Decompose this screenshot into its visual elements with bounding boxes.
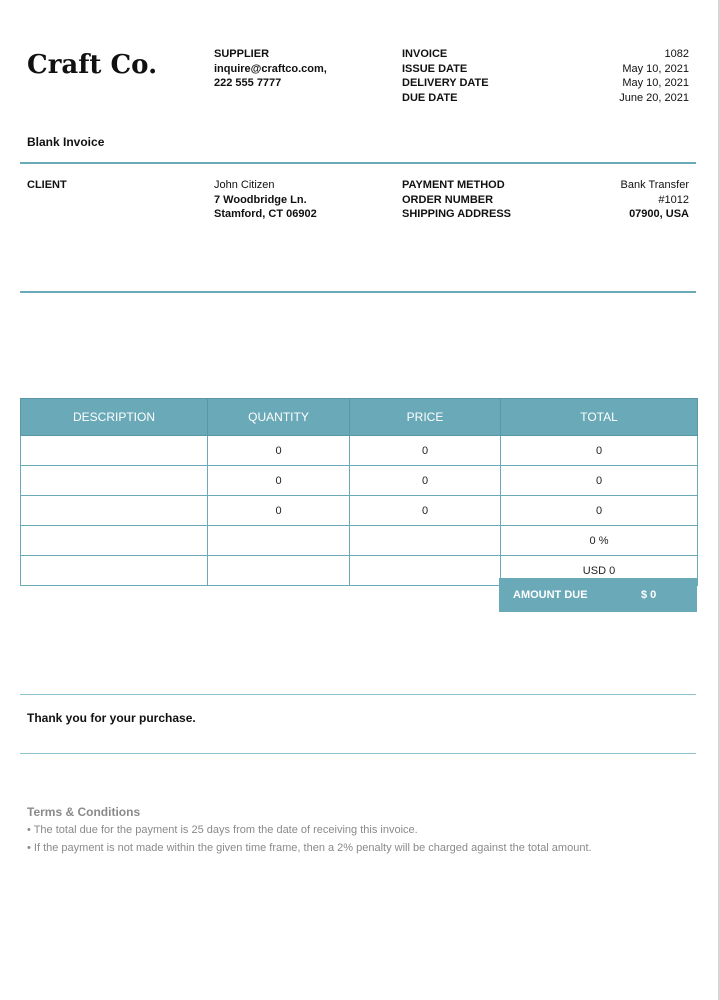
client-name: John Citizen [214, 179, 275, 191]
subtotal-cell: USD 0 [501, 556, 698, 586]
column-header-quantity: QUANTITY [208, 399, 350, 436]
divider-thanks-top [20, 694, 696, 695]
quantity-cell: 0 [208, 466, 350, 496]
terms-item: • If the payment is not made within the given time frame, then a 2% penalty will be charged against the total amount. [27, 842, 592, 854]
invoice-meta-labels [402, 47, 489, 105]
client-block [214, 178, 317, 222]
description-cell [21, 496, 208, 526]
thank-you-message: Thank you for your purchase. [27, 711, 196, 725]
table-row [21, 466, 698, 496]
table-header-row [21, 399, 698, 436]
quantity-cell: 0 [208, 436, 350, 466]
total-cell: 0 [501, 466, 698, 496]
price-cell: 0 [350, 466, 501, 496]
quantity-cell: 0 [208, 496, 350, 526]
quantity-cell [208, 526, 350, 556]
payment-meta-values [621, 178, 689, 222]
price-cell: 0 [350, 436, 501, 466]
shipping-address-label: SHIPPING ADDRESS [402, 208, 512, 220]
column-header-description: DESCRIPTION [21, 399, 208, 436]
table-row [21, 436, 698, 466]
issue-date-label: ISSUE DATE [402, 62, 468, 75]
terms-item: • The total due for the payment is 25 days from the date of receiving this invoice. [27, 824, 418, 836]
divider-middle [20, 291, 696, 293]
divider-thanks-bottom [20, 753, 696, 754]
description-cell [21, 466, 208, 496]
description-cell [21, 526, 208, 556]
order-number-value: #1012 [658, 193, 689, 206]
client-city: Stamford, CT 06902 [214, 208, 317, 220]
brand-logo: Craft Co. [27, 50, 158, 80]
payment-method-value: Bank Transfer [620, 179, 689, 191]
shipping-address-value: 07900, USA [629, 208, 689, 220]
description-cell [21, 556, 208, 586]
delivery-date-value: May 10, 2021 [622, 77, 689, 89]
supplier-email: inquire@craftco.com, [214, 62, 327, 75]
supplier-label: SUPPLIER [214, 48, 270, 60]
line-items-table [20, 398, 698, 586]
payment-method-label: PAYMENT METHOD [402, 179, 505, 191]
quantity-cell [208, 556, 350, 586]
table-row [21, 526, 698, 556]
description-cell [21, 436, 208, 466]
column-header-price: PRICE [350, 399, 501, 436]
amount-due-bar [499, 578, 697, 612]
price-cell [350, 526, 501, 556]
invoice-number-label: INVOICE [402, 48, 448, 60]
client-street: 7 Woodbridge Ln. [214, 193, 307, 206]
supplier-block [214, 47, 327, 91]
tax-cell: 0 % [501, 526, 698, 556]
terms-title: Terms & Conditions [27, 805, 141, 819]
table-row [21, 496, 698, 526]
total-cell: 0 [501, 496, 698, 526]
due-date-label: DUE DATE [402, 91, 458, 104]
column-header-total: TOTAL [501, 399, 698, 436]
client-label: CLIENT [27, 179, 67, 191]
amount-due-label: AMOUNT DUE [513, 589, 588, 601]
document-title: Blank Invoice [27, 135, 105, 149]
price-cell: 0 [350, 496, 501, 526]
issue-date-value: May 10, 2021 [622, 62, 689, 75]
terms-section [27, 803, 627, 857]
total-cell: 0 [501, 436, 698, 466]
invoice-number-value: 1082 [664, 48, 689, 60]
due-date-value: June 20, 2021 [619, 91, 689, 104]
order-number-label: ORDER NUMBER [402, 193, 494, 206]
divider-top [20, 162, 696, 164]
payment-meta-labels [402, 178, 511, 222]
price-cell [350, 556, 501, 586]
delivery-date-label: DELIVERY DATE [402, 77, 489, 89]
invoice-meta-values [619, 47, 689, 105]
amount-due-value: $ 0 [641, 589, 657, 601]
supplier-phone: 222 555 7777 [214, 77, 282, 89]
